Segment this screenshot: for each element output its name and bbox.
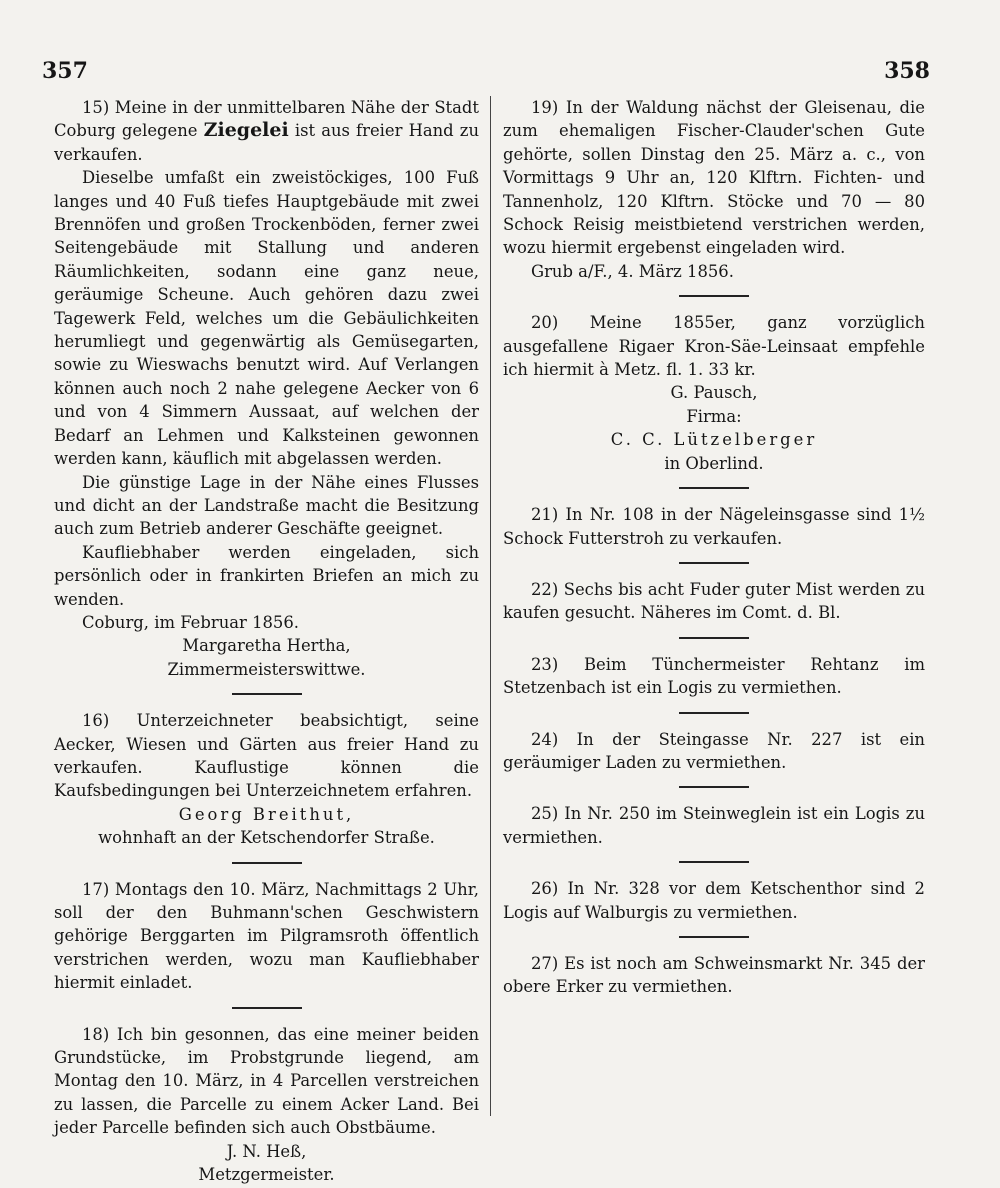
ad-19: 19) In der Waldung nächst der Gleisenau, die zum ehemaligen Fischer-Clauder'schen Gute gehörte, sollen Dinstag den 25. März a. c., von Vormittags 9 Uhr an, 120 Klftrn. Fichten- und Tannenholz, 120 Klftrn. Stöcke und 70 — 80 Schock Reisig meistbietend verstrichen werden, wozu hiermit ergebenst eingeladen wird.: [503, 98, 925, 258]
ad-24: 24) In der Steingasse Nr. 227 ist ein geräumiger Laden zu vermiethen.: [503, 729, 925, 772]
ad-16-signature-address: wohnhaft an der Ketschendorfer Straße.: [98, 828, 435, 848]
ad-16: 16) Unterzeichneter beabsichtigt, seine Aecker, Wiesen und Gärten aus freier Hand zu verkaufen. Kauflustige können die Kaufsbedingungen bei Unterzeichnetem erfahren.: [54, 711, 479, 801]
separator-rule: [232, 862, 302, 864]
ad-25: 25) In Nr. 250 im Steinweglein ist ein Logis zu vermiethen.: [503, 804, 925, 847]
ad-19-date: Grub a/F., 4. März 1856.: [531, 261, 734, 281]
page-number-right: 358: [884, 58, 930, 84]
separator-rule: [232, 1007, 302, 1009]
left-column: [54, 96, 479, 1186]
ad-18-signature-title: Metzgermeister.: [198, 1165, 335, 1185]
ad-15-signature-title: Zimmermeisterswittwe.: [167, 659, 366, 679]
separator-rule: [679, 637, 749, 639]
separator-rule: [679, 936, 749, 938]
separator-rule: [679, 562, 749, 564]
separator-rule: [679, 295, 749, 297]
ad-16-signature-name: Georg Breithut,: [178, 804, 355, 824]
page-number-left: 357: [42, 58, 88, 84]
ad-15-signature-name: Margaretha Hertha,: [182, 636, 351, 656]
ad-15-description: Dieselbe umfaßt ein zweistöckiges, 100 Fuß langes und 40 Fuß tiefes Hauptgebäude mit zwei Brennöfen und großen Trockenböden, ferner zwei Seitengebäude mit Stallung und anderen Räumlichkeiten, sodann eine ganz neue, geräumige Scheune. Auch gehören dazu zwei Tagewerk Feld, welches um die Gebäulichkeiten herumliegt und gegenwärtig als Gemüsegarten, sowie zu Wieswachs benutzt wird. Auf Verlangen können auch noch 2 nahe gelegene Aecker von 6 und von 4 Simmern Aussaat, auf welchen der Bedarf an Lehmen und Kalksteinen gewonnen werden kann, käuflich mit abgelassen werden.: [54, 168, 479, 469]
separator-rule: [232, 693, 302, 695]
ad-20-signature-firm: C. C. Lützelberger: [610, 430, 818, 450]
ad-20-signature-name: G. Pausch,: [670, 383, 758, 403]
ad-21: 21) In Nr. 108 in der Nägeleinsgasse sind 1½ Schock Futterstroh zu verkaufen.: [503, 505, 925, 548]
ad-18: 18) Ich bin gesonnen, das eine meiner beiden Grundstücke, im Probstgrunde liegend, am Montag den 10. März, in 4 Parcellen verstreichen zu lassen, die Parcelle zu einem Acker Land. Bei jeder Parcelle befinden sich auch Obstbäume.: [54, 1024, 479, 1138]
separator-rule: [679, 712, 749, 714]
separator-rule: [679, 861, 749, 863]
separator-rule: [679, 487, 749, 489]
ad-15-contact: Kaufliebhaber werden eingeladen, sich persönlich oder in frankirten Briefen an mich zu wenden.: [54, 542, 479, 609]
ad-20-signature-label: Firma:: [686, 406, 742, 426]
ad-20-signature-place: in Oberlind.: [664, 453, 764, 473]
ad-23: 23) Beim Tünchermeister Rehtanz im Stetzenbach ist ein Logis zu vermiethen.: [503, 654, 925, 698]
ad-20: 20) Meine 1855er, ganz vorzüglich ausgefallene Rigaer Kron-Säe-Leinsaat empfehle ich hiermit à Metz. fl. 1. 33 kr.: [503, 313, 925, 380]
ad-15-location: Die günstige Lage in der Nähe eines Flusses und dicht an der Landstraße macht die Besitzung auch zum Betrieb anderer Geschäfte geeignet.: [54, 472, 479, 539]
ad-18-signature-name: J. N. Heß,: [226, 1141, 307, 1161]
ad-27: 27) Es ist noch am Schweinsmarkt Nr. 345 der obere Erker zu vermiethen.: [503, 953, 925, 997]
ad-15-date: Coburg, im Februar 1856.: [82, 612, 299, 632]
ad-15-intro: 15) Meine in der unmittelbaren Nähe der Stadt Coburg gelegene Ziegelei ist aus freier Hand zu verkaufen.: [54, 98, 479, 164]
right-column: [503, 96, 925, 999]
column-divider: [490, 96, 491, 1116]
ad-22: 22) Sechs bis acht Fuder guter Mist werden zu kaufen gesucht. Näheres im Comt. d. Bl.: [503, 579, 925, 623]
ad-26: 26) In Nr. 328 vor dem Ketschenthor sind 2 Logis auf Walburgis zu vermiethen.: [503, 879, 925, 922]
ad-17: 17) Montags den 10. März, Nachmittags 2 Uhr, soll der den Buhmann'schen Geschwistern gehörige Berggarten im Pilgramsroth öffentlich verstrichen werden, wozu man Kaufliebhaber hiermit einladet.: [54, 879, 479, 993]
separator-rule: [679, 786, 749, 788]
